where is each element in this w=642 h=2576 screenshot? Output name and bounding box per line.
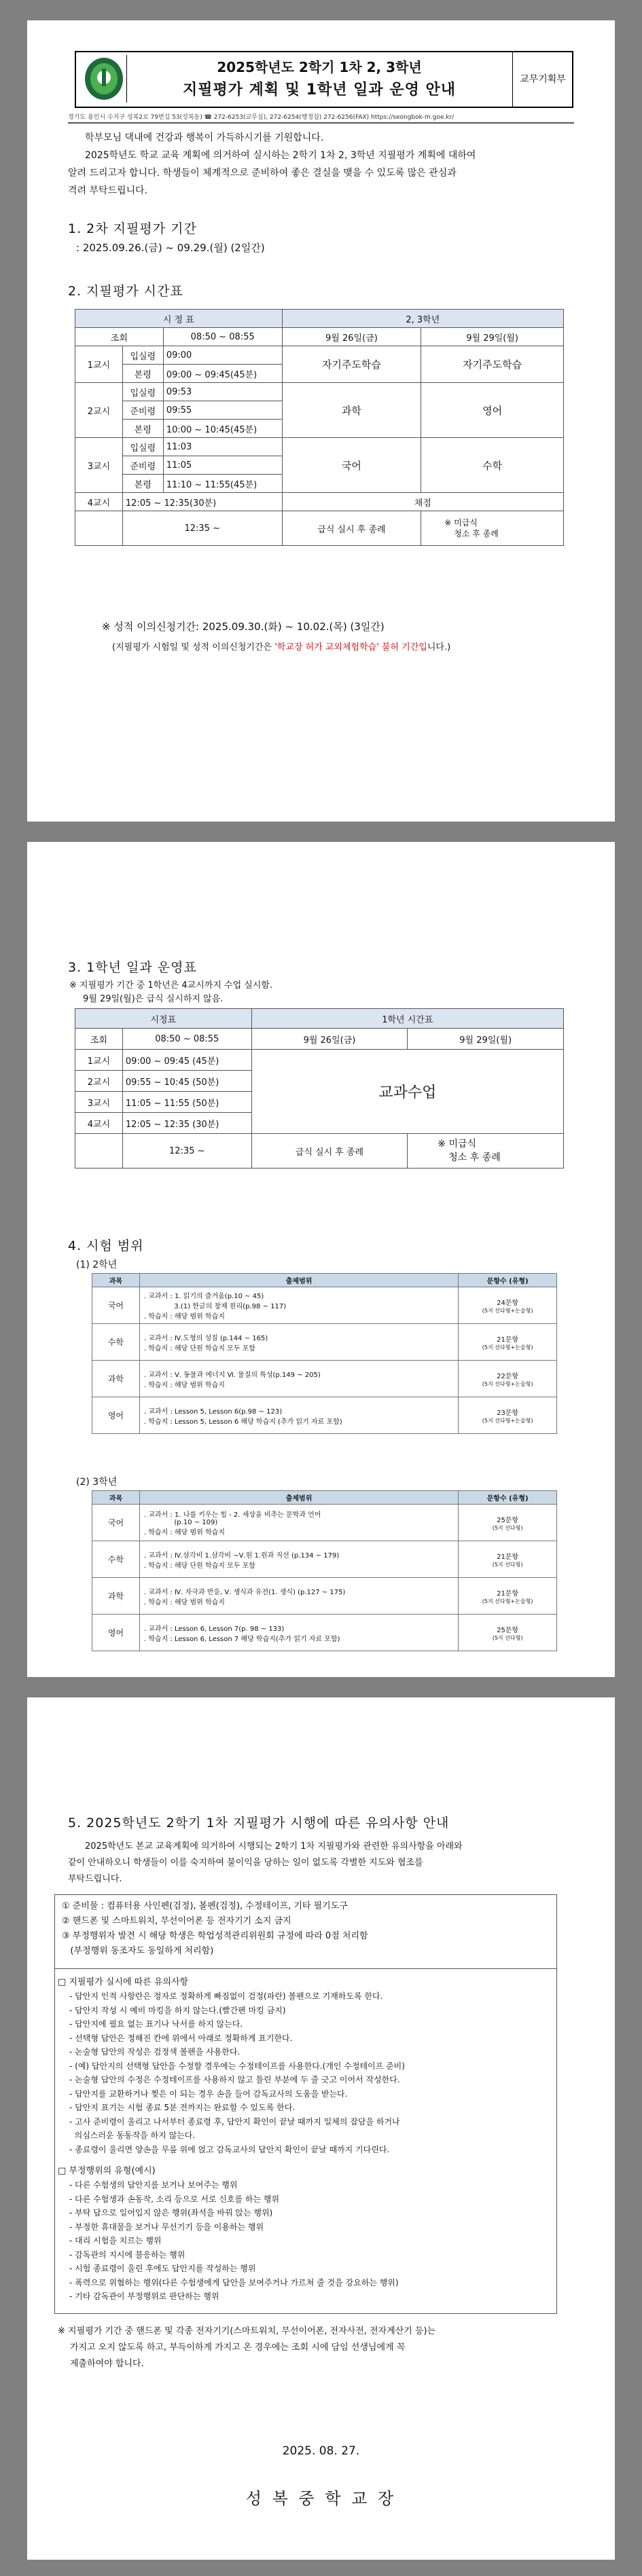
page-2: [27, 842, 615, 1677]
cell: 급식 실시 후 종례: [251, 1134, 408, 1169]
count-value: 21문항: [497, 1336, 519, 1344]
intro-line-4: 격려 부탁드립니다.: [68, 185, 148, 196]
range-line: . 학습지 : 해당 단원 학습지 모두 포함: [143, 1562, 255, 1570]
final-note-line: 가지고 오지 않도록 하고, 부득이하게 가지고 온 경우에는 조회 시에 담임 선생님에게 꼭: [70, 2342, 406, 2353]
table-row: [75, 1009, 564, 1029]
table-row: [92, 1397, 557, 1434]
day-1-header: 9월 26일(금): [282, 328, 421, 346]
table-row: [75, 1134, 564, 1169]
table-row: [75, 310, 564, 328]
list-item: - 논술형 답안의 수정은 수정테이프를 사용하지 않고 틀린 부분에 두 줄 긋고 이어서 작성한다.: [69, 2075, 400, 2084]
list-item: - 폭력으로 위협하는 행위(다른 수험생에게 답안을 보여주거나 가르쳐 줄 것을 강요하는 행위): [69, 2277, 399, 2287]
day-1-header: 9월 26일(금): [251, 1029, 408, 1050]
class-cell: 교과수업: [251, 1050, 563, 1134]
list-item: - (예) 답안지의 선택형 답안을 수정할 경우에는 수정테이프를 사용한다.(개인 수정테이프 준비): [69, 2061, 405, 2071]
list-item: - 고사 준비령이 울리고 나서부터 종료령 후, 답안지 확인이 끝날 때까지 일체의 잡담을 하거나: [69, 2116, 400, 2127]
cell: [75, 1134, 123, 1169]
count-cell: [459, 1397, 557, 1434]
table-row: [75, 438, 564, 456]
count-cell: [459, 1541, 557, 1578]
range-line: . 교과서 : 1. 읽기의 즐거움(p.10 ~ 45): [143, 1293, 264, 1300]
grade3-label: (2) 3학년: [76, 1477, 118, 1488]
list-item: - 부탁 답으로 일어입지 않은 행위(좌석을 바꿔 앉는 행위): [69, 2208, 273, 2218]
cell: 자기주도학습: [282, 346, 421, 383]
range-line: . 학습지 : 해당 단원 학습지 모두 포함: [143, 1344, 255, 1353]
section-5-title: 5. 2025학년도 2학기 1차 지필평가 시행에 따른 유의사항 안내: [68, 1816, 450, 1830]
count-cell: [459, 1361, 557, 1397]
list-item: - 대리 시험을 치르는 행위: [69, 2236, 162, 2245]
cell: [408, 1134, 564, 1169]
cell: [421, 511, 564, 546]
subject-header: 과목: [92, 1274, 140, 1287]
table-row: [75, 383, 564, 401]
cell: 본령: [122, 475, 163, 493]
subject-cell: 과학: [92, 1361, 140, 1397]
list-item: 의심스러운 동동작을 하지 않는다.: [69, 2131, 196, 2140]
count-value: 21문항: [497, 1589, 519, 1598]
count-value: 24문항: [497, 1299, 519, 1307]
range-line: . 학습지 : 해당 범위 학습지: [143, 1381, 225, 1389]
table-row: [75, 493, 564, 511]
issue-date: 2025. 08. 27.: [282, 2444, 360, 2458]
cheat-title: □ 부정행위의 유형(예시): [58, 2166, 156, 2176]
timetable-header: 시정표: [75, 1009, 252, 1029]
no-lunch-label: ※ 미급식: [438, 1139, 477, 1149]
final-note-line: 제출하여야 합니다.: [70, 2359, 144, 2369]
table-row: [92, 1491, 557, 1505]
cell: 과학: [282, 383, 421, 438]
subject-cell: 국어: [92, 1287, 140, 1324]
list-item: - 답안지 표기는 시험 종료 5분 전까지는 완료할 수 있도록 한다.: [69, 2103, 296, 2112]
range-line: . 학습지 : Lesson 6, Lesson 7 해당 학습지(추가 읽기 자료 포함): [143, 1635, 340, 1643]
range-header: 출제범위: [139, 1274, 458, 1287]
cell: 채점: [282, 493, 563, 511]
page-3: [27, 1697, 615, 2560]
cell: 입실령: [122, 438, 163, 456]
grade1-note-1: ※ 지필평가 기간 중 1학년은 4교시까지 수업 실시함.: [69, 980, 273, 991]
cell: 입실령: [122, 383, 163, 401]
range-line: . 교과서 : Lesson 6, Lesson 7(p. 98 ~ 133): [143, 1625, 285, 1633]
cell: 본령: [122, 365, 163, 383]
rule-item: ③ 부정행위자 발견 시 해당 학생은 학업성적관리위원회 규정에 따라 0점 처리함: [62, 1931, 368, 1941]
no-lunch-detail: 청소 후 종례: [448, 1152, 501, 1163]
page-1: [27, 20, 615, 822]
count-header: 문항수 (유형): [459, 1274, 557, 1287]
objection-note-c: 니다.): [427, 642, 451, 652]
cell: 자기주도학습: [421, 346, 564, 383]
count-cell: [459, 1324, 557, 1361]
cell: 수학: [421, 438, 564, 493]
cell: 입실령: [122, 346, 163, 365]
list-item: - 다른 수험생과 손동작, 소리 등으로 서로 신호를 하는 행위: [69, 2194, 280, 2204]
list-item: - 다른 수험생의 답안지를 보거나 보여주는 행위: [69, 2180, 238, 2190]
subject-cell: 수학: [92, 1324, 140, 1361]
subject-cell: 영어: [92, 1397, 140, 1434]
count-type: (5지 선다형+논술형): [482, 1598, 533, 1604]
cell: 3교시: [75, 438, 123, 493]
list-item: - 기타 감독관이 부정행위로 판단하는 행위: [69, 2292, 219, 2301]
objection-note-a: (지필평가 시험일 및 성적 이의신청기간은: [112, 642, 275, 652]
cell: 09:55 ~ 10:45 (50분): [122, 1071, 251, 1092]
no-lunch-label: ※ 미급식: [444, 518, 478, 528]
list-item: - 종료령이 울리면 양손을 무릎 위에 얹고 감독교사의 답안지 확인이 끝날 때까지 기다린다.: [69, 2144, 390, 2154]
section-3-title: 3. 1학년 일과 운영표: [68, 960, 197, 975]
cell: [75, 511, 123, 546]
cell: 준비령: [122, 456, 163, 475]
cell: 2교시: [75, 1071, 123, 1092]
range-cell: [139, 1361, 458, 1397]
range-line: . 교과서 : Ⅳ.도형의 성질 (p.144 ~ 165): [143, 1334, 268, 1342]
table-row: [92, 1541, 557, 1578]
title-line-1: 2025학년도 2학기 1차 2, 3학년: [217, 59, 422, 75]
count-value: 25문항: [497, 1626, 519, 1634]
subject-cell: 영어: [92, 1615, 140, 1651]
table-row: [92, 1361, 557, 1397]
range-cell: [139, 1397, 458, 1434]
day-2-header: 9월 29일(월): [421, 328, 564, 346]
cell: 2교시: [75, 383, 123, 438]
table-row: [92, 1505, 557, 1541]
sec5-intro-3: 부탁드립니다.: [68, 1874, 122, 1884]
range-line: . 학습지 : 해당 범위 학습지: [143, 1598, 225, 1606]
intro-line-2: 2025학년도 학교 교육 계획에 의거하여 실시하는 2학기 1차 2, 3학년 지필평가 계획에 대하여: [85, 150, 476, 161]
grade-header: 1학년 시간표: [251, 1009, 563, 1029]
table-row: [92, 1287, 557, 1324]
table-row: [75, 511, 564, 546]
rule-item: ① 준비물 : 컴퓨터용 사인펜(검정), 볼펜(검정), 수정테이프, 기타 필기도구: [62, 1901, 348, 1911]
count-type: (5지 선다형+논술형): [482, 1307, 533, 1314]
table-row: [92, 1615, 557, 1651]
cell: 조회: [75, 328, 164, 346]
table-row: [75, 1050, 564, 1071]
cell: 영어: [421, 383, 564, 438]
cell: 09:00 ~ 09:45 (45분): [122, 1050, 251, 1071]
final-note: [58, 2323, 435, 2372]
table-row: [75, 328, 564, 346]
count-type: (5지 선다형): [492, 1634, 523, 1641]
final-note-line: ※ 지필평가 기간 중 핸드폰 및 각종 전자기기(스마트워치, 무선이어폰, 전자사전, 전자계산기 등)는: [58, 2326, 436, 2336]
cell: 4교시: [75, 493, 123, 511]
letter-header: [75, 51, 573, 108]
count-type: (5지 선다형+논술형): [482, 1380, 533, 1387]
subject-cell: 수학: [92, 1541, 140, 1578]
intro-line-3: 알려 드리고자 합니다. 학생들이 체계적으로 준비하여 좋은 결실을 맺을 수 있도록 많은 관심과: [68, 168, 457, 179]
cell: 11:10 ~ 11:55(45분): [163, 475, 282, 493]
count-type: (5지 선다형): [492, 1561, 523, 1568]
count-cell: [459, 1287, 557, 1324]
list-item: - 감독관의 지시에 불응하는 행위: [69, 2249, 185, 2260]
objection-note: [112, 640, 450, 652]
list-item: - 논술형 답안의 작성은 검정색 볼펜을 사용한다.: [69, 2047, 240, 2057]
header-divider: [68, 122, 574, 124]
count-value: 23문항: [497, 1409, 519, 1417]
count-value: 22문항: [497, 1372, 519, 1380]
department: 교무기획부: [512, 52, 573, 107]
cell: 12:35 ~: [122, 511, 282, 546]
range-line: . 학습지 : 해당 범위 학습지: [143, 1529, 225, 1537]
count-type: (5지 선다형+논술형): [482, 1344, 533, 1350]
section-1-title: 1. 2차 지필평가 기간: [68, 221, 197, 236]
intro-line-1: 학부모님 댁내에 건강과 행복이 가득하시기를 기원합니다.: [85, 132, 324, 143]
list-item: - 답안지 작성 시 예비 마킹을 하지 않는다.(빨간펜 마킹 금지): [69, 2005, 286, 2015]
range-line: . 교과서 : Lesson 5, Lesson 6(p.98 ~ 123): [143, 1407, 283, 1416]
notes-title: □ 지필평가 실시에 따른 유의사항: [58, 1977, 189, 1987]
cell: 11:05 ~ 11:55 (50분): [122, 1092, 251, 1113]
list-item: - 답안지를 교환하거나 찢은 이 되는 경우 손을 들어 감독교사의 도움을 받는다.: [69, 2089, 348, 2099]
exam-timetable: [75, 309, 564, 546]
list-item: - 선택형 답안은 정해진 칸에 위에서 아래로 정확하게 표기한다.: [69, 2033, 293, 2043]
rules-box: [54, 1894, 557, 1969]
count-header: 문항수 (유형): [459, 1491, 557, 1505]
cell: 4교시: [75, 1113, 123, 1134]
table-row: [92, 1324, 557, 1361]
count-type: (5지 선다형+논술형): [482, 1417, 533, 1424]
section-4-title: 4. 시험 범위: [68, 1238, 144, 1253]
count-type: (5지 선다형): [492, 1524, 523, 1531]
range-line: . 교과서 : 1. 나를 키우는 힘 - 2. 세상을 비추는 문학과 언어: [143, 1511, 321, 1519]
school-emblem-icon: [82, 55, 127, 103]
grade-header: 2, 3학년: [282, 310, 563, 328]
cell: 국어: [282, 438, 421, 493]
table-row: [75, 1029, 564, 1050]
list-item: - 답안지에 필요 없는 표기나 낙서를 하지 않는다.: [69, 2019, 243, 2029]
rule-item: (부정행위 동조자도 동일하게 처리함): [62, 1946, 214, 1956]
range-cell: [139, 1287, 458, 1324]
cell: 09:00 ~ 09:45(45분): [163, 365, 282, 383]
range-line: . 교과서 : Ⅳ. 자극과 반응, Ⅴ. 생식과 유전(1. 생식) (p.127 ~ 175): [143, 1588, 346, 1596]
list-item: - 시험 종료령이 울린 후에도 답안지를 작성하는 행위: [69, 2264, 256, 2273]
cell: 10:00 ~ 10:45(45분): [163, 420, 282, 438]
range-line: (p.10 ~ 109): [143, 1519, 218, 1526]
count-cell: [459, 1615, 557, 1651]
cell: 12:05 ~ 12:35 (30분): [122, 1113, 251, 1134]
grade1-note-2: 9월 29일(월)은 급식 실시하지 않음.: [83, 994, 224, 1004]
grade1-timetable: [75, 1008, 564, 1169]
count-value: 25문항: [497, 1516, 519, 1524]
cell: 급식 실시 후 종례: [282, 511, 421, 546]
cell: 09:00: [163, 346, 282, 365]
range-line: . 학습지 : 해당 범위 학습지: [143, 1313, 225, 1321]
range-cell: [139, 1615, 458, 1651]
objection-period: ※ 성적 이의신청기간: 2025.09.30.(화) ~ 10.02.(목) (3일간): [102, 621, 385, 633]
range-cell: [139, 1541, 458, 1578]
exam-period: : 2025.09.26.(금) ~ 09.29.(월) (2일간): [76, 242, 265, 254]
grade2-label: (1) 2학년: [76, 1259, 118, 1270]
cell: 1교시: [75, 1050, 123, 1071]
count-cell: [459, 1505, 557, 1541]
objection-note-b: '학교장 허가 교외체험학습' 불허 기간입: [274, 642, 427, 652]
cell: 09:53: [163, 383, 282, 401]
count-cell: [459, 1578, 557, 1615]
table-row: [75, 346, 564, 365]
sec5-intro-1: 2025학년도 본교 교육계획에 의거하여 시행되는 2학기 1차 지필평가와 관련한 유의사항을 아래와: [85, 1841, 463, 1852]
range-cell: [139, 1505, 458, 1541]
subject-cell: 국어: [92, 1505, 140, 1541]
no-lunch-detail: 청소 후 종례: [454, 529, 499, 538]
cell: 본령: [122, 420, 163, 438]
range-line: . 교과서 : Ⅳ.삼각비 1.삼각비 ~Ⅴ.원 1.원과 직선 (p.134 ~ 179): [143, 1551, 340, 1560]
rule-item: ② 핸드폰 및 스마트워치, 무선이어폰 등 전자기기 소지 금지: [62, 1916, 291, 1926]
cell: 08:50 ~ 08:55: [122, 1029, 251, 1050]
cell: 08:50 ~ 08:55: [163, 328, 282, 346]
timetable-header: 시 정 표: [75, 310, 283, 328]
cell: 조회: [75, 1029, 123, 1050]
cell: 1교시: [75, 346, 123, 383]
day-2-header: 9월 29일(월): [408, 1029, 564, 1050]
list-item: - 부정한 휴대물을 보거나 무선기기 등을 이용하는 행위: [69, 2222, 264, 2232]
range-line: . 학습지 : Lesson 5, Lesson 6 해당 학습지 (추가 읽기 자료 포함): [143, 1418, 342, 1426]
list-item: - 답안지 인적 사항란은 정자로 정확하게 빠짐없이 검정(파란) 볼펜으로 기재하도록 한다.: [69, 1991, 383, 2001]
range-line: 3.(1) 한글의 창제 원리(p.98 ~ 117): [143, 1303, 287, 1310]
school-address: 경기도 용인시 수지구 성복2로 79번길 53(성복동) ☎ 272-6253(교무실), 272-6254(행정실) 272-6256(FAX) https://seongbok-m.goe.kr/: [68, 114, 454, 121]
grade2-range-table: [92, 1273, 557, 1434]
subject-header: 과목: [92, 1491, 140, 1505]
cell: 09:55: [163, 401, 282, 420]
count-value: 21문항: [497, 1553, 519, 1561]
section-2-title: 2. 지필평가 시간표: [68, 284, 183, 299]
cell: 12:35 ~: [122, 1134, 251, 1169]
range-cell: [139, 1578, 458, 1615]
principal-signature: 성 복 중 학 교 장: [245, 2489, 397, 2508]
cell: 준비령: [122, 401, 163, 420]
range-cell: [139, 1324, 458, 1361]
title-area: [128, 52, 511, 107]
sec5-intro-2: 같이 안내하오니 학생들이 이를 숙지하여 불이익을 당하는 일이 없도록 각별한 지도와 협조를: [68, 1858, 423, 1868]
range-line: . 교과서 : Ⅴ. 동물과 에너지 Ⅵ. 물질의 특성(p.149 ~ 205): [143, 1371, 321, 1379]
cell: 11:03: [163, 438, 282, 456]
grade3-range-table: [92, 1490, 557, 1651]
table-row: [92, 1274, 557, 1287]
table-row: [92, 1578, 557, 1615]
cell: 11:05: [163, 456, 282, 475]
cell: 12:05 ~ 12:35(30분): [122, 493, 282, 511]
notes-frame: [54, 1966, 557, 2314]
subject-cell: 과학: [92, 1578, 140, 1615]
title-line-2: 지필평가 계획 및 1학년 일과 운영 안내: [182, 81, 457, 98]
range-header: 출제범위: [139, 1491, 458, 1505]
cell: 3교시: [75, 1092, 123, 1113]
